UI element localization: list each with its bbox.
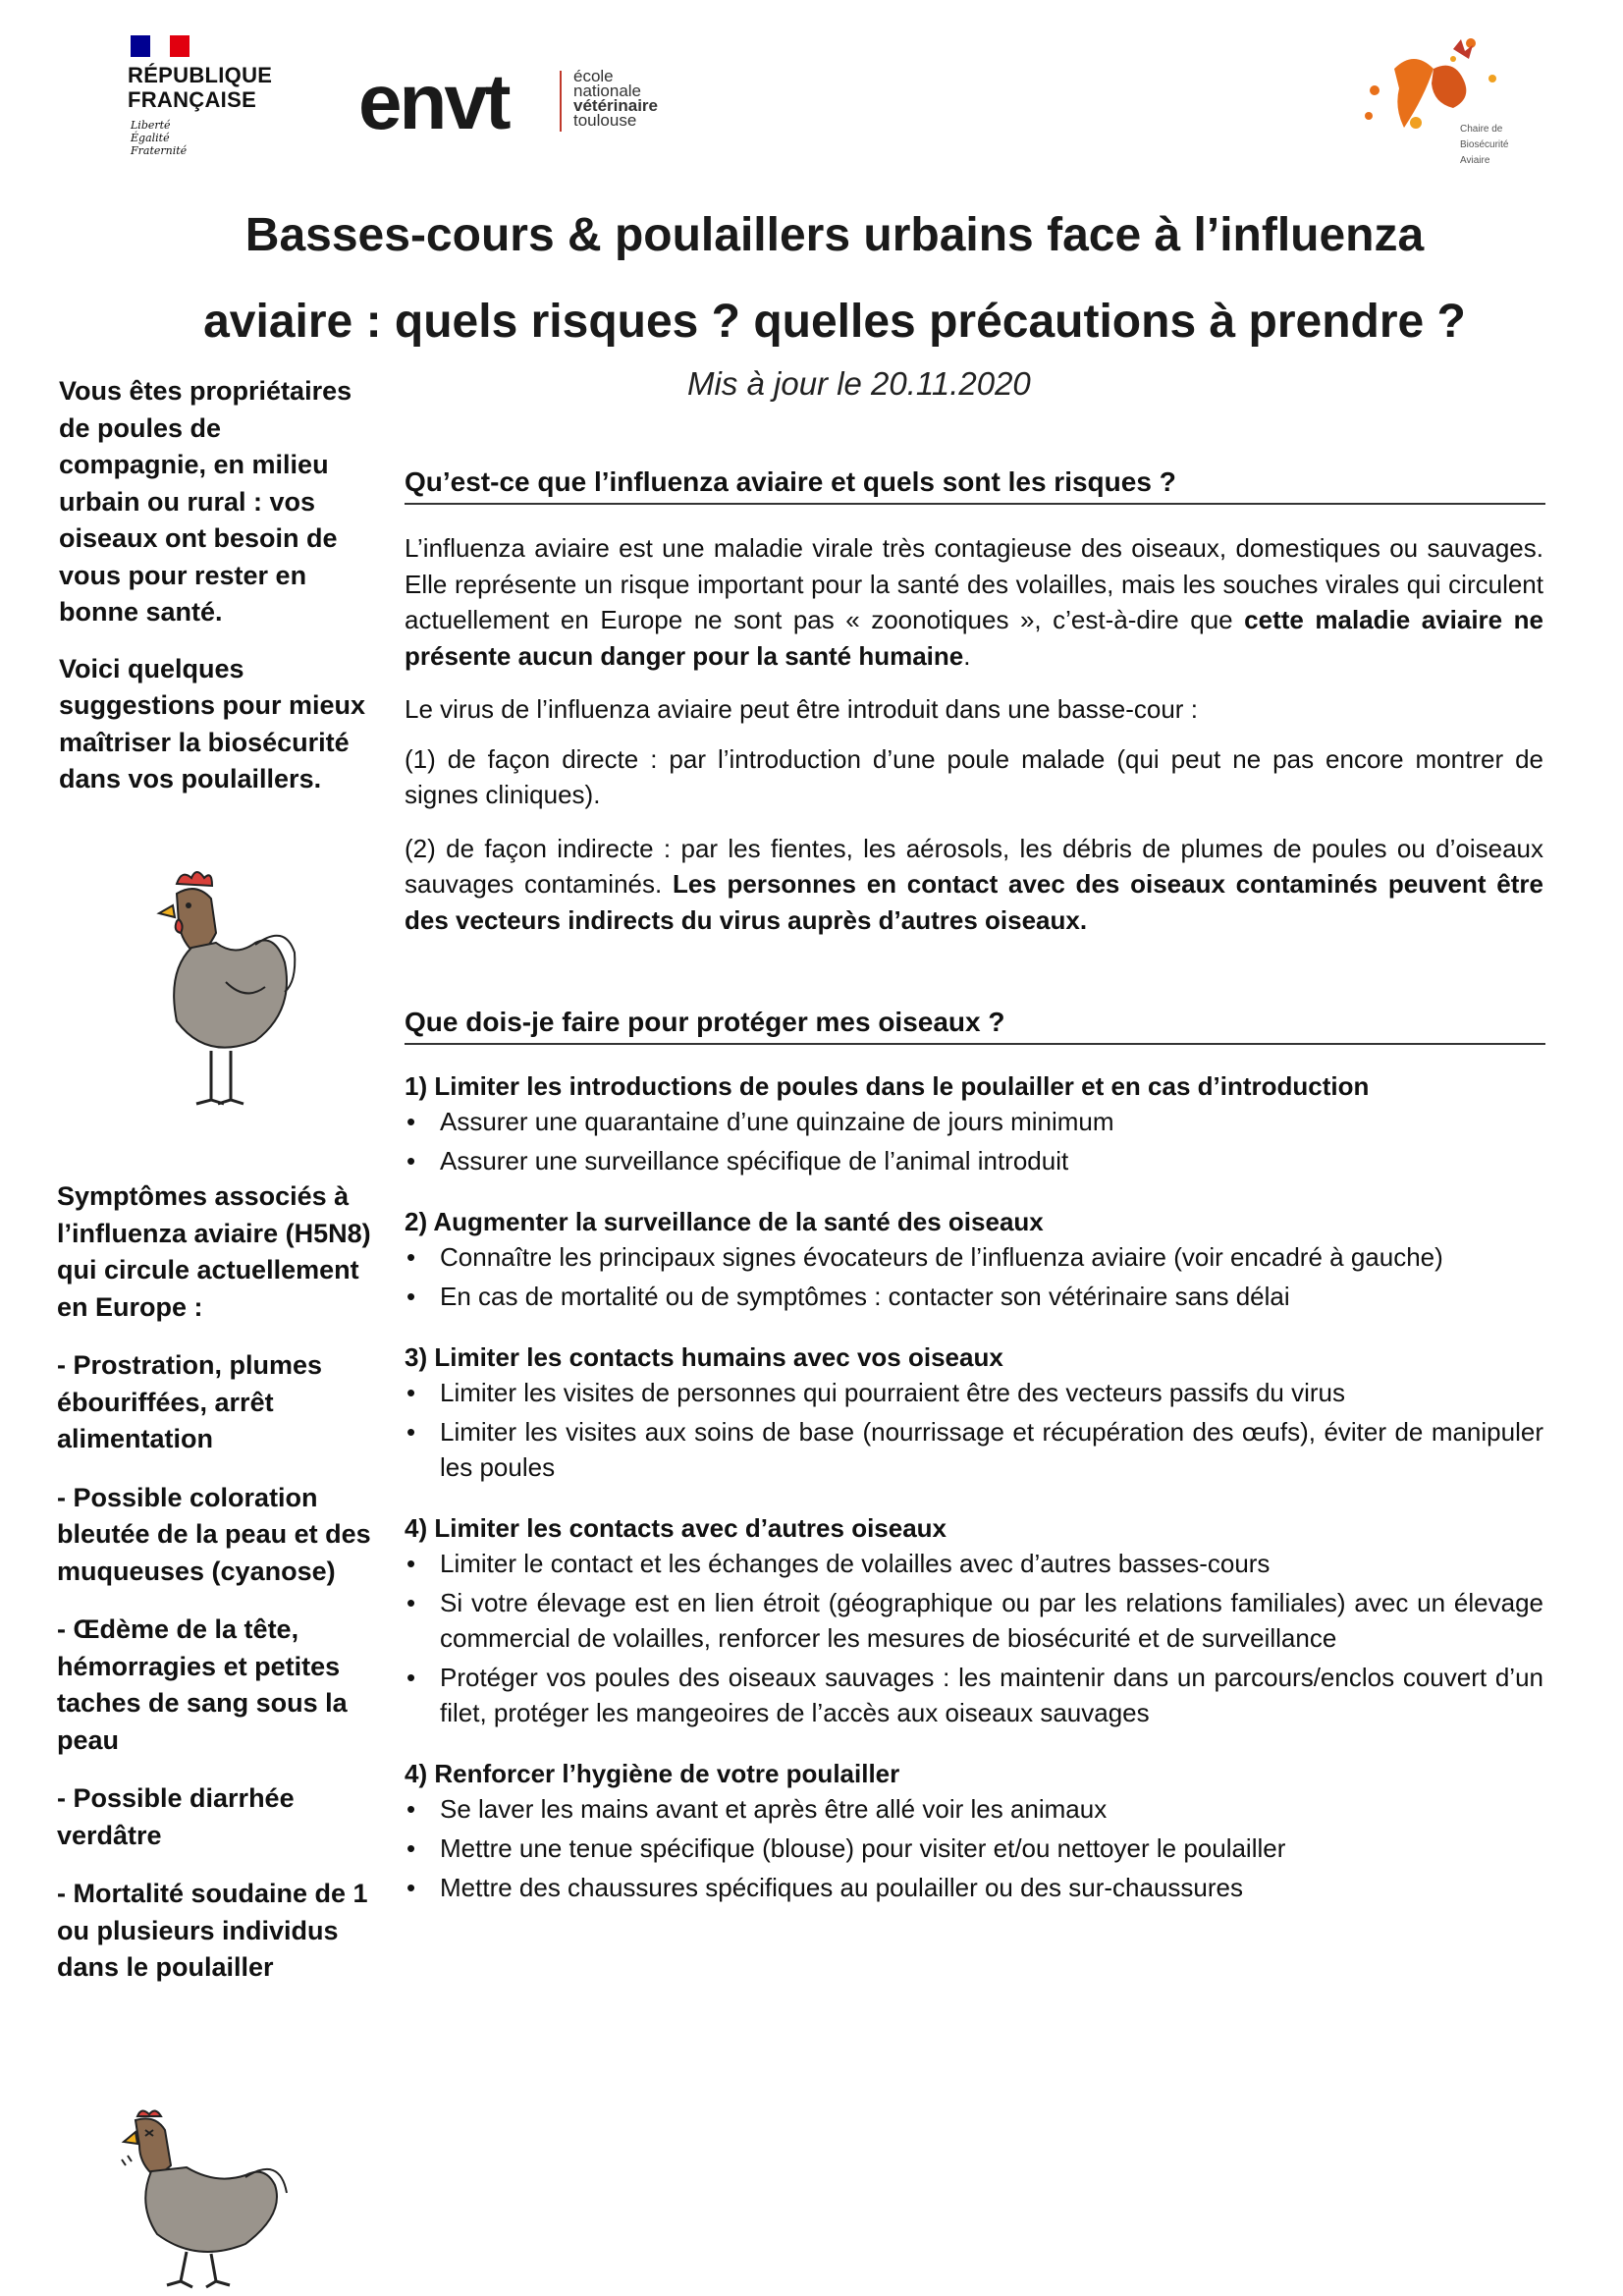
rule-title: 4) Limiter les contacts avec d’autres oiseaux — [405, 1513, 947, 1543]
rule-item: • Protéger vos poules des oiseaux sauvages : les maintenir dans un parcours/enclos couvert d’un filet, protéger les mangeoires de l’accès aux oiseaux sauvages — [440, 1660, 1543, 1730]
envt-subtitle — [573, 69, 658, 128]
rule-list — [405, 1791, 1543, 1905]
title-line-2: aviaire : quels risques ? quelles précautions à prendre ? — [203, 296, 1466, 348]
symptom-item: - Mortalité soudaine de 1 ou plusieurs individus dans le poulailler — [57, 1879, 368, 1982]
rule-list — [405, 1239, 1543, 1314]
envt-sub-1: école — [573, 67, 614, 85]
update-date: Mis à jour le 20.11.2020 — [687, 365, 1031, 402]
symptom-item: - Prostration, plumes ébouriffées, arrêt alimentation — [57, 1350, 323, 1453]
rule-block — [405, 1510, 1543, 1730]
risks-paragraph-4 — [405, 831, 1543, 939]
chaire-line-2: Biosécurité — [1460, 139, 1509, 150]
envt-divider — [560, 71, 562, 132]
republique-francaise-flag — [131, 35, 189, 57]
republique-francaise-title: RÉPUBLIQUE FRANÇAISE — [128, 63, 273, 112]
rule-title: 4) Renforcer l’hygiène de votre poulailler — [405, 1759, 900, 1788]
risks-p1-text: L’influenza aviaire est une maladie virale très contagieuse des oiseaux, domestiques ou sauvages. Elle représente un risque important pour la santé des volailles, mais les souches virales qui circulent actuellement en Europe ne sont pas « zoonotiques », c’est-à-dire que — [405, 533, 1543, 634]
rule-block — [405, 1339, 1543, 1485]
section-risks-body — [405, 530, 1543, 956]
rule-item: • Limiter le contact et les échanges de volailles avec d’autres basses-cours — [440, 1546, 1543, 1581]
risks-p1-bold: cette maladie aviaire ne présente aucun danger pour la santé humaine — [405, 605, 1543, 671]
envt-logo: envt — [358, 58, 509, 145]
republique-motto — [131, 119, 187, 157]
risks-paragraph-3: (1) de façon directe : par l’introduction d’une poule malade (qui peut ne pas encore montrer de signes cliniques). — [405, 743, 1543, 809]
chaire-line-3: Aviaire — [1460, 155, 1490, 166]
risks-p1-end: . — [963, 640, 971, 671]
hen-sick-icon — [118, 2106, 295, 2293]
symptom-item: - Possible diarrhée verdâtre — [57, 1783, 295, 1850]
rule-title: 2) Augmenter la surveillance de la santé des oiseaux — [405, 1207, 1044, 1236]
title-line-1: Basses-cours & poulaillers urbains face à l’influenza — [244, 209, 1425, 261]
intro-paragraph-2: Voici quelques suggestions pour mieux maîtriser la biosécurité dans vos poulaillers. — [59, 653, 366, 793]
rule-item: • Assurer une surveillance spécifique de l’animal introduit — [440, 1143, 1543, 1178]
envt-sub-4: toulouse — [573, 111, 637, 130]
section-protect-heading: Que dois-je faire pour protéger mes oiseaux ? — [405, 1006, 1545, 1045]
rule-block — [405, 1756, 1543, 1905]
rule-item: • Mettre des chaussures spécifiques au poulailler ou des sur-chaussures — [440, 1870, 1543, 1905]
rule-item: • Connaître les principaux signes évocateurs de l’influenza aviaire (voir encadré à gauche) — [440, 1239, 1543, 1275]
symptom-item: - Possible coloration bleutée de la peau et des muqueuses (cyanose) — [57, 1482, 371, 1586]
rule-item: • Si votre élevage est en lien étroit (géographique ou par les relations familiales) avec un élevage commercial de volailles, renforcer les mesures de biosécurité et de surveillance — [440, 1585, 1543, 1656]
risks-paragraph-2: Le virus de l’influenza aviaire peut être introduit dans une basse-cour : — [405, 694, 1198, 724]
rule-block — [405, 1068, 1543, 1178]
rule-item: • Assurer une quarantaine d’une quinzaine de jours minimum — [440, 1104, 1543, 1139]
rule-block — [405, 1204, 1543, 1314]
symptoms-title: Symptômes associés à l’influenza aviaire (H5N8) qui circule actuellement en Europe : — [57, 1181, 371, 1322]
symptoms-box — [57, 1178, 371, 2008]
risks-p4-text: (2) de façon indirecte : par les fientes, les aérosols, les débris de plumes de poules ou d’oiseaux sauvages contaminés. — [405, 833, 1543, 899]
rule-item: • Limiter les visites de personnes qui pourraient être des vecteurs passifs du virus — [440, 1375, 1543, 1410]
rule-item: • Mettre une tenue spécifique (blouse) pour visiter et/ou nettoyer le poulailler — [440, 1831, 1543, 1866]
page-title — [196, 192, 1473, 365]
rule-item: • Se laver les mains avant et après être allé voir les animaux — [440, 1791, 1543, 1827]
motto-liberte: Liberté — [131, 119, 171, 132]
motto-egalite: Égalité — [131, 132, 170, 144]
motto-fraternite: Fraternité — [131, 144, 188, 157]
envt-sub-3: vétérinaire — [573, 96, 658, 115]
rule-item: • En cas de mortalité ou de symptômes : contacter son vétérinaire sans délai — [440, 1279, 1543, 1314]
rule-list — [405, 1104, 1543, 1178]
intro-paragraph-1: Vous êtes propriétaires de poules de compagnie, en milieu urbain ou rural : vos oiseaux ont besoin de vous pour rester en bonne santé. — [59, 376, 352, 627]
section-risks-heading: Qu’est-ce que l’influenza aviaire et quels sont les risques ? — [405, 465, 1545, 505]
rule-title: 1) Limiter les introductions de poules dans le poulailler et en cas d’introduction — [405, 1071, 1370, 1101]
rule-title: 3) Limiter les contacts humains avec vos oiseaux — [405, 1342, 1003, 1372]
chaire-line-1: Chaire de — [1460, 124, 1503, 135]
rule-item: • Limiter les visites aux soins de base (nourrissage et récupération des œufs), éviter de manipuler les poules — [440, 1414, 1543, 1485]
risks-paragraph-1 — [405, 530, 1543, 674]
envt-sub-2: nationale — [573, 82, 642, 100]
left-intro — [59, 373, 373, 818]
section-protect-body — [405, 1068, 1543, 1931]
symptom-item: - Œdème de la tête, hémorragies et petites taches de sang sous la peau — [57, 1614, 348, 1755]
hen-standing-icon — [137, 864, 304, 1120]
rule-list — [405, 1546, 1543, 1730]
chaire-text — [1460, 122, 1508, 169]
risks-p4-bold: Les personnes en contact avec des oiseaux contaminés peuvent être des vecteurs indirects du virus auprès d’autres oiseaux. — [405, 869, 1543, 935]
rule-list — [405, 1375, 1543, 1485]
